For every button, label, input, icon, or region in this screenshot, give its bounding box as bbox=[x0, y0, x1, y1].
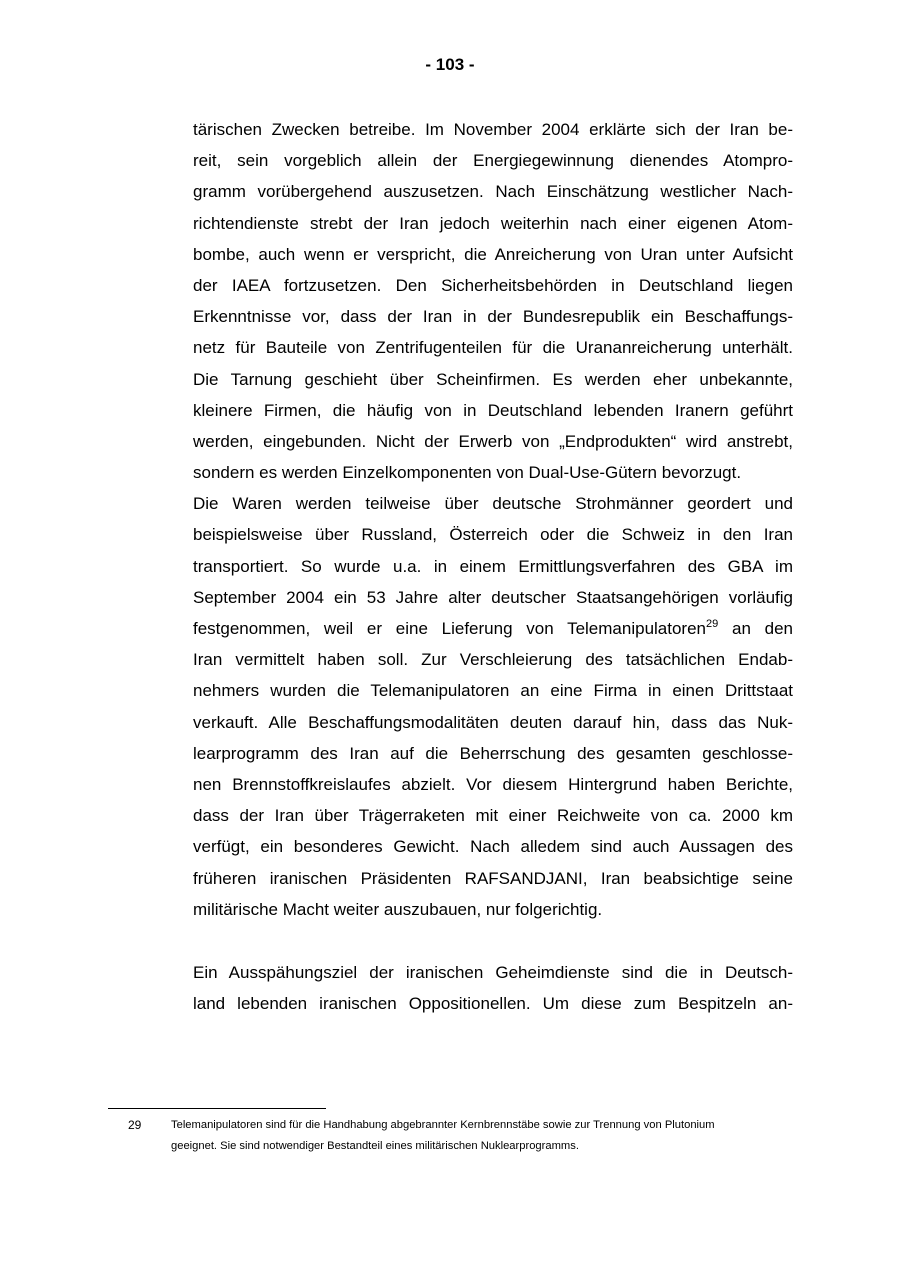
text-line: Die Waren werden teilweise über deutsche Strohmänner geordert und bbox=[193, 494, 793, 514]
text-line: Die Tarnung geschieht über Scheinfirmen. Es werden eher unbekannte, bbox=[193, 369, 793, 389]
footnote-separator bbox=[108, 1108, 326, 1109]
body-paragraph-1 bbox=[193, 114, 793, 925]
text-line-with-footnote-ref bbox=[193, 613, 793, 644]
text-line: transportiert. So wurde u.a. in einem Ermittlungsverfahren des GBA im bbox=[193, 556, 793, 576]
text-line: werden, eingebunden. Nicht der Erwerb von „Endprodukten“ wird anstrebt, bbox=[193, 431, 793, 451]
footnote-number: 29 bbox=[128, 1118, 142, 1132]
text-line: September 2004 ein 53 Jahre alter deutscher Staatsangehörigen vorläufig bbox=[193, 587, 793, 607]
text-line: reit, sein vorgeblich allein der Energiegewinnung dienendes Atompro- bbox=[193, 151, 793, 171]
text-line: der IAEA fortzusetzen. Den Sicherheitsbehörden in Deutschland liegen bbox=[193, 275, 793, 295]
text-line: sondern es werden Einzelkomponenten von Dual-Use-Gütern bevorzugt. bbox=[193, 463, 742, 483]
text-line: bombe, auch wenn er verspricht, die Anreicherung von Uran unter Aufsicht bbox=[193, 244, 793, 264]
text-segment: festgenommen, weil er eine Lieferung von Telemanipulatoren bbox=[193, 619, 707, 638]
footnote-line: Telemanipulatoren sind für die Handhabung abgebrannter Kernbrennstäbe sowie zur Trennung von Plutonium bbox=[171, 1119, 715, 1131]
text-line: verkauft. Alle Beschaffungsmodalitäten deuten darauf hin, dass das Nuk- bbox=[193, 712, 793, 732]
body-paragraph-2 bbox=[193, 957, 793, 1019]
page-number: - 103 - bbox=[425, 55, 475, 74]
footnote-reference[interactable]: 29 bbox=[706, 618, 719, 630]
text-line: militärische Macht weiter auszubauen, nur folgerichtig. bbox=[193, 899, 603, 919]
text-line: nen Brennstoffkreislaufes abzielt. Vor diesem Hintergrund haben Berichte, bbox=[193, 774, 793, 794]
text-line: früheren iranischen Präsidenten RAFSANDJANI, Iran beabsichtige seine bbox=[193, 868, 793, 888]
footnote-text bbox=[171, 1115, 791, 1157]
text-line: Ein Ausspähungsziel der iranischen Geheimdienste sind die in Deutsch- bbox=[193, 963, 793, 982]
text-segment: an den bbox=[718, 619, 793, 638]
text-line: verfügt, ein besonderes Gewicht. Nach alledem sind auch Aussagen des bbox=[193, 837, 793, 857]
text-line: Erkenntnisse vor, dass der Iran in der Bundesrepublik ein Beschaffungs- bbox=[193, 307, 793, 327]
text-line: learprogramm des Iran auf die Beherrschung des gesamten geschlosse- bbox=[193, 743, 793, 763]
text-line: dass der Iran über Trägerraketen mit einer Reichweite von ca. 2000 km bbox=[193, 806, 793, 826]
text-line: land lebenden iranischen Oppositionellen. Um diese zum Bespitzeln an- bbox=[193, 994, 793, 1014]
text-line: Iran vermittelt haben soll. Zur Verschleierung des tatsächlichen Endab- bbox=[193, 650, 793, 670]
text-line: tärischen Zwecken betreibe. Im November 2004 erklärte sich der Iran be- bbox=[193, 120, 793, 139]
text-line: richtendienste strebt der Iran jedoch weiterhin nach einer eigenen Atom- bbox=[193, 213, 793, 233]
footnote-line: geeignet. Sie sind notwendiger Bestandteil eines militärischen Nuklearprogramms. bbox=[171, 1140, 579, 1152]
text-line: beispielsweise über Russland, Österreich oder die Schweiz in den Iran bbox=[193, 525, 793, 545]
text-line: gramm vorübergehend auszusetzen. Nach Einschätzung westlicher Nach- bbox=[193, 182, 793, 202]
text-line: nehmers wurden die Telemanipulatoren an eine Firma in einen Drittstaat bbox=[193, 681, 793, 701]
text-line: netz für Bauteile von Zentrifugenteilen für die Urananreicherung unterhält. bbox=[193, 338, 793, 358]
text-line: kleinere Firmen, die häufig von in Deutschland lebenden Iranern geführt bbox=[193, 400, 793, 420]
